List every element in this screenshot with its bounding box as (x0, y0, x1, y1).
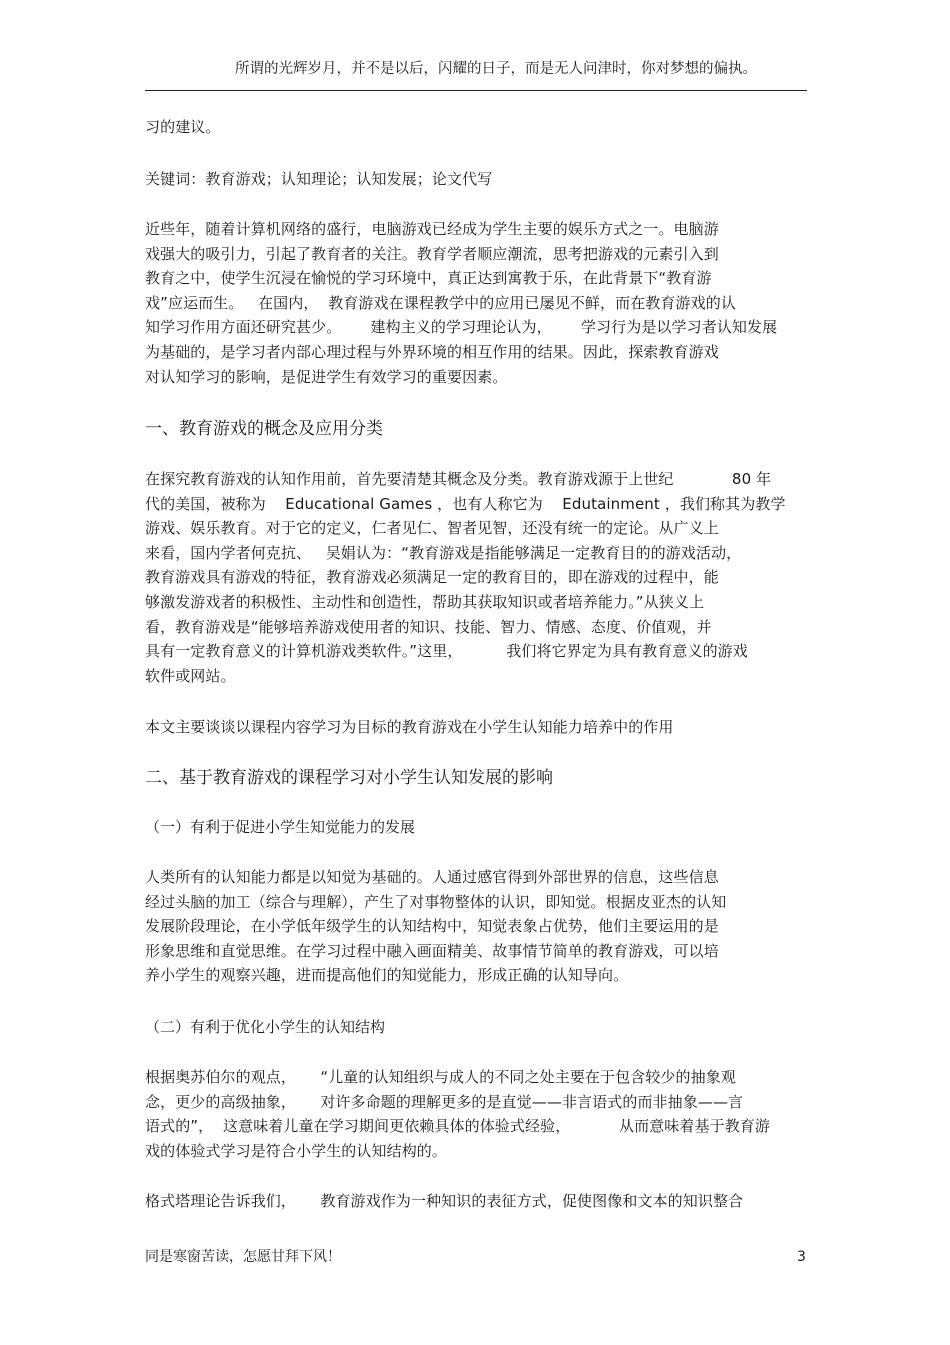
gestalt-paragraph (145, 1189, 743, 1214)
page-number: 3 (797, 1249, 806, 1265)
text-line: 关键词：教育游戏；认知理论；认知发展；论文代写 (145, 170, 493, 188)
subheading-text: （二）有利于优化小学生的认知结构 (145, 1018, 386, 1036)
text-line: 游戏、娱乐教育。对于它的定义，仁者见仁、智者见智，还没有统一的定论。从广义上 (145, 519, 719, 538)
keywords-paragraph (145, 167, 492, 192)
text-line: 发展阶段理论，在小学低年级学生的认知结构中，知觉表象占优势，他们主要运用的是 (145, 917, 719, 936)
cognitive-structure-paragraph (145, 1065, 770, 1163)
text-line: 在探究教育游戏的认知作用前，首先要清楚其概念及分类。教育游戏源于上世纪 80 年 (145, 470, 772, 488)
definition-paragraph (145, 467, 786, 688)
text-line: 软件或网站。 (145, 666, 236, 685)
section-heading-2 (145, 765, 553, 791)
text-line: 养小学生的观察兴趣，进而提高他们的知觉能力，形成正确的认知导向。 (145, 966, 629, 985)
text-line: 戏的体验式学习是符合小学生的认知结构的。 (145, 1141, 448, 1160)
text-line: 具有一定教育意义的计算机游戏类软件。”这里， 我们将它界定为具有教育意义的游戏 (145, 642, 748, 661)
text-line: 看，教育游戏是“能够培养游戏使用者的知识、技能、智力、情感、态度、价值观，并 (145, 617, 712, 636)
section-heading-1 (145, 416, 383, 442)
page-footer-text: 同是寒窗苦读，怎愿甘拜下风！ (145, 1249, 341, 1265)
text-line: 戏强大的吸引力，引起了教育者的关注。教育学者顺应潮流，思考把游戏的元素引入到 (145, 244, 719, 263)
text-line: 教育游戏具有游戏的特征，教育游戏必须满足一定的教育目的，即在游戏的过程中，能 (145, 568, 719, 587)
text-line: 教育之中，使学生沉浸在愉悦的学习环境中，真正达到寓教于乐，在此背景下“教育游 (145, 269, 712, 288)
text-line: 近些年，随着计算机网络的盛行，电脑游戏已经成为学生主要的娱乐方式之一。电脑游 (145, 220, 719, 238)
text-line: 念，更少的高级抽象， 对许多命题的理解更多的是直觉——非言语式的而非抽象——言 (145, 1092, 744, 1111)
scope-paragraph (145, 715, 674, 740)
heading-text: 一、教育游戏的概念及应用分类 (145, 419, 383, 439)
text-line: 形象思维和直觉思维。在学习过程中融入画面精美、故事情节简单的教育游戏，可以培 (145, 941, 719, 960)
text-line: 代的美国，被称为 Educational Games ，也有人称它为 Edutainment ，我们称其为教学 (145, 494, 786, 513)
text-line: 根据奥苏伯尔的观点， “儿童的认知组织与成人的不同之处主要在于包含较少的抽象观 (145, 1068, 736, 1086)
text-line: 知学习作用方面还研究甚少。 建构主义的学习理论认为， 学习行为是以学习者认知发展 (145, 318, 778, 337)
text-line: 对认知学习的影响，是促进学生有效学习的重要因素。 (145, 367, 508, 386)
perception-paragraph (145, 865, 726, 988)
text-line: 够激发游戏者的积极性、主动性和创造性，帮助其获取知识或者培养能力。”从狭义上 (145, 592, 705, 611)
heading-text: 二、基于教育游戏的课程学习对小学生认知发展的影响 (145, 768, 553, 788)
subsection-heading-2 (145, 1015, 385, 1040)
text-line: 习的建议。 (145, 118, 221, 136)
intro-paragraph (145, 217, 777, 389)
text-line: 经过头脑的加工（综合与理解），产生了对事物整体的认识，即知觉。根据皮亚杰的认知 (145, 892, 727, 911)
text-line: 为基础的，是学习者内部心理过程与外界环境的相互作用的结果。因此，探索教育游戏 (145, 342, 719, 361)
page-header: 所谓的光辉岁月，并不是以后，闪耀的日子，而是无人问津时，你对梦想的偏执。 (235, 61, 757, 77)
subsection-heading-1 (145, 815, 415, 840)
text-line: 本文主要谈谈以课程内容学习为目标的教育游戏在小学生认知能力培养中的作用 (145, 718, 674, 736)
subheading-text: （一）有利于促进小学生知觉能力的发展 (145, 818, 416, 836)
paragraph-continuation (145, 115, 221, 140)
text-line: 来看，国内学者何克抗、 吴娟认为：“教育游戏是指能够满足一定教育目的的游戏活动， (145, 543, 742, 562)
text-line: 人类所有的认知能力都是以知觉为基础的。人通过感官得到外部世界的信息，这些信息 (145, 868, 719, 886)
text-line: 格式塔理论告诉我们， 教育游戏作为一种知识的表征方式，促使图像和文本的知识整合 (145, 1192, 744, 1210)
text-line: 语式的”， 这意味着儿童在学习期间更依赖具体的体验式经验， 从而意味着基于教育游 (145, 1117, 770, 1136)
text-line: 戏”应运而生。 在国内， 教育游戏在课程教学中的应用已屡见不鲜，而在教育游戏的认 (145, 293, 736, 312)
header-divider (145, 90, 807, 91)
